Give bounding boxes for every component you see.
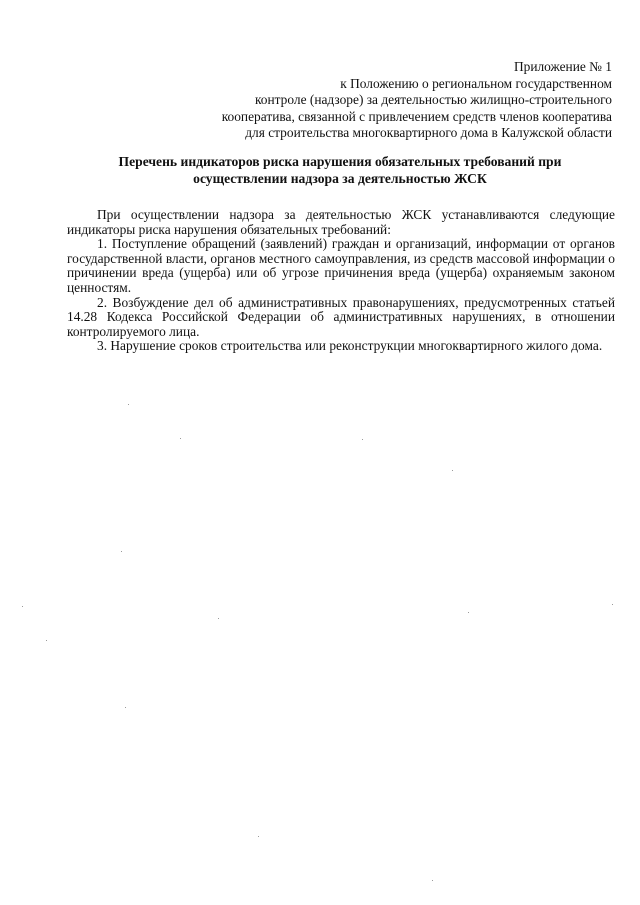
scan-speck — [128, 404, 129, 405]
scan-speck — [432, 880, 433, 881]
scan-speck — [125, 707, 126, 708]
document-title — [60, 153, 620, 187]
document-body — [67, 208, 615, 354]
scan-speck — [468, 612, 469, 613]
title-line: Перечень индикаторов риска нарушения обязательных требований при — [118, 154, 562, 169]
indicator-item-2: 2. Возбуждение дел об административных правонарушениях, предусмотренных статьей 14.28 Кодекса Российской Федерации об административных нарушениях, в отношении контролируемого лица. — [67, 294, 615, 339]
indicator-item-1: 1. Поступление обращений (заявлений) граждан и организаций, информации от органов государственной власти, органов местного самоуправления, из средств массовой информации о причинении вреда (ущерба) или об угрозе причинения вреда (ущерба) охраняемым законом ценностям. — [67, 236, 615, 295]
appendix-reference-line: контроле (надзоре) за деятельностью жилищно-строительного — [254, 92, 612, 108]
intro-paragraph: При осуществлении надзора за деятельностью ЖСК устанавливаются следующие индикаторы риска нарушения обязательных требований: — [67, 207, 615, 237]
appendix-number: Приложение № 1 — [513, 59, 612, 74]
scan-speck — [121, 551, 122, 552]
scan-speck — [452, 470, 453, 471]
scan-speck — [180, 438, 181, 439]
indicator-item-3: 3. Нарушение сроков строительства или реконструкции многоквартирного жилого дома. — [97, 338, 603, 354]
scan-speck — [218, 618, 219, 619]
appendix-reference-line: для строительства многоквартирного дома в Калужской области — [245, 125, 612, 141]
scan-speck — [258, 836, 259, 837]
appendix-reference-line: кооператива, связанной с привлечением средств членов кооператива — [221, 108, 612, 124]
appendix-header — [172, 59, 612, 142]
scan-speck — [22, 606, 23, 607]
appendix-reference-line: к Положению о региональном государственном — [340, 75, 612, 91]
scan-speck — [46, 640, 47, 641]
title-line: осуществлении надзора за деятельностью ЖСК — [193, 171, 487, 186]
scan-speck — [612, 604, 613, 605]
scan-speck — [362, 439, 363, 440]
